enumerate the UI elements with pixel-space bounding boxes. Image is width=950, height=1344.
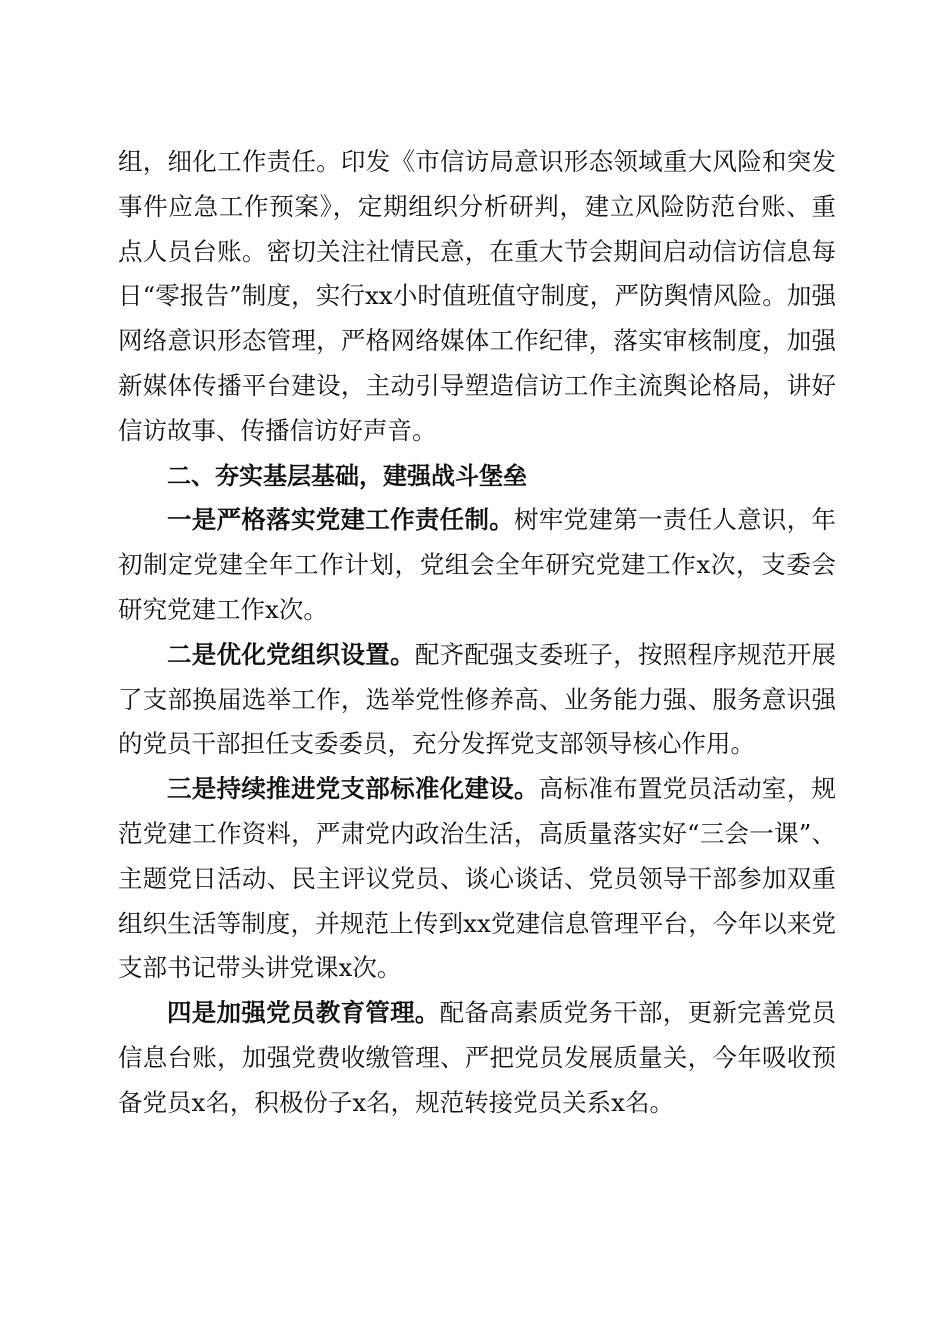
item-2-body: 配齐配强支委班子，按照程序规范开展了支部换届选举工作，选举党性修养高、业务能力强、服务意识强的党员干部担任支委委员，充分发挥党支部领导核心作用。 [118, 639, 837, 759]
item-3-body: 高标准布置党员活动室，规范党建工作资料，严肃党内政治生活，高质量落实好“三会一课”、主题党日活动、民主评议党员、谈心谈话、党员领导干部参加双重组织生活等制度，并规范上传到xx党建信息管理平台，今年以来党支部书记带头讲党课x次。 [118, 774, 837, 983]
item-4-body: 配备高素质党务干部，更新完善党员信息台账，加强党费收缴管理、严把党员发展质量关，今年吸收预备党员x名，积极份子x名，规范转接党员关系x名。 [118, 998, 836, 1117]
section-heading: 二、夯实基层基础，建强战斗堡垒 [167, 461, 527, 490]
item-1-body: 树牢党建第一责任人意识，年初制定党建全年工作计划，党组会全年研究党建工作x次，支委会研究党建工作x次。 [118, 505, 837, 624]
document-body [118, 140, 836, 1126]
paragraph-item-1 [118, 498, 836, 632]
paragraph-item-4 [118, 991, 836, 1125]
item-3-lead: 三是持续推进党支部标准化建设。 [167, 774, 539, 804]
paragraph-item-3 [118, 767, 836, 991]
paragraph-item-2 [118, 633, 836, 767]
item-4-lead: 四是加强党员教育管理。 [167, 998, 440, 1028]
paragraph-continuation: 组，细化工作责任。印发《市信访局意识形态领域重大风险和突发事件应急工作预案》，定期组织分析研判，建立风险防范台账、重点人员台账。密切关注社情民意，在重大节会期间启动信访信息每日“零报告”制度，实行xx小时值班值守制度，严防舆情风险。加强网络意识形态管理，严格网络媒体工作纪律，落实审核制度，加强新媒体传播平台建设，主动引导塑造信访工作主流舆论格局，讲好信访故事、传播信访好声音。 [118, 147, 836, 445]
item-2-lead: 二是优化党组织设置。 [167, 639, 415, 669]
item-1-lead: 一是严格落实党建工作责任制。 [167, 505, 515, 535]
